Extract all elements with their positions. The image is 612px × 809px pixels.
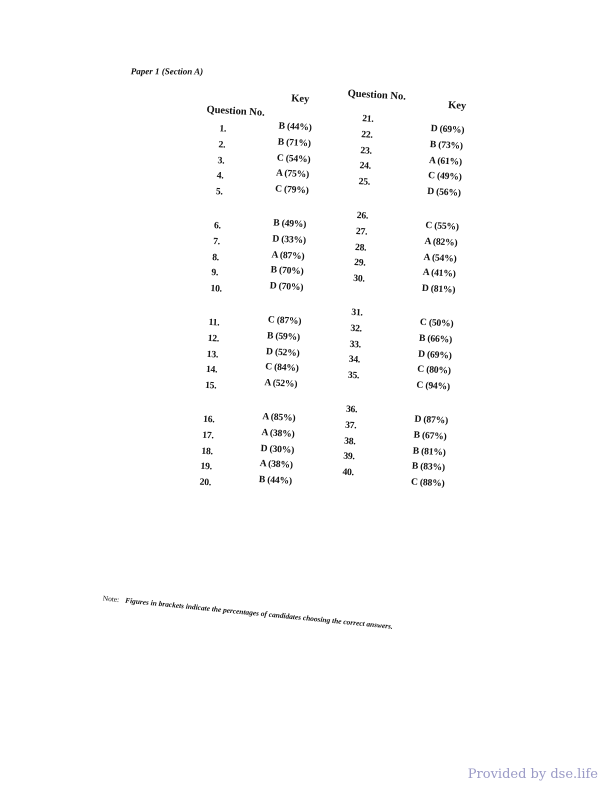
question-number-33: 33. <box>349 338 362 351</box>
answer-key-28: A (54%) <box>423 251 457 265</box>
question-number-31: 31. <box>351 306 364 319</box>
question-number-3: 3. <box>217 154 225 167</box>
answer-key-17: A (38%) <box>261 426 295 440</box>
question-number-8: 8. <box>211 251 220 263</box>
question-number-30: 30. <box>352 273 365 285</box>
paper-title: Paper 1 (Section A) <box>130 66 204 77</box>
answer-key-10: D (70%) <box>269 280 304 294</box>
answer-key-32: B (66%) <box>418 332 453 346</box>
question-number-12: 12. <box>207 332 220 345</box>
answer-key-40: C (88%) <box>410 476 445 490</box>
question-number-7: 7. <box>212 235 221 248</box>
answer-key-19: A (38%) <box>259 458 294 472</box>
question-number-40: 40. <box>342 466 355 479</box>
answer-key-37: B (67%) <box>413 429 447 443</box>
answer-key-18: D (30%) <box>260 442 295 456</box>
footnote-label: Note: <box>102 593 120 605</box>
header-question-no-2: Question No. <box>347 88 407 103</box>
question-number-1: 1. <box>219 123 227 135</box>
header-question-no-1: Question No. <box>206 104 266 119</box>
question-number-13: 13. <box>206 348 219 361</box>
answer-key-7: D (33%) <box>272 233 307 247</box>
source-credit: Provided by dse.life <box>467 767 598 782</box>
answer-key-2: B (71%) <box>277 136 312 150</box>
question-number-15: 15. <box>204 380 217 392</box>
question-number-29: 29. <box>353 257 366 269</box>
question-number-32: 32. <box>350 322 363 335</box>
header-key-1: Key <box>290 93 310 106</box>
question-number-23: 23. <box>360 144 373 157</box>
answer-key-38: B (81%) <box>412 445 447 458</box>
question-number-17: 17. <box>202 429 215 442</box>
answer-key-12: B (59%) <box>266 330 301 343</box>
footnote-text: Figures in brackets indicate the percentages of candidates choosing the correct answers. <box>124 595 394 631</box>
answer-key-13: D (52%) <box>265 345 300 359</box>
answer-key-4: A (75%) <box>275 167 310 181</box>
answer-key-22: B (73%) <box>429 138 464 152</box>
question-number-5: 5. <box>215 186 224 198</box>
answer-key-29: A (41%) <box>422 267 456 281</box>
question-number-6: 6. <box>213 220 222 232</box>
question-number-37: 37. <box>344 419 357 432</box>
question-number-10: 10. <box>210 283 223 295</box>
answer-key-9: B (70%) <box>270 264 304 278</box>
answer-key-30: D (81%) <box>421 282 456 296</box>
question-number-11: 11. <box>208 316 220 329</box>
answer-key-24: C (49%) <box>427 170 462 184</box>
question-number-35: 35. <box>347 369 360 382</box>
question-number-19: 19. <box>200 461 213 473</box>
answer-key-33: D (69%) <box>417 348 452 362</box>
question-number-39: 39. <box>343 451 356 463</box>
question-number-26: 26. <box>356 210 369 222</box>
question-number-4: 4. <box>216 170 224 182</box>
answer-key-25: D (56%) <box>426 186 462 199</box>
answer-key-15: A (52%) <box>264 377 298 391</box>
question-number-27: 27. <box>355 225 368 238</box>
question-number-24: 24. <box>359 160 372 173</box>
question-number-22: 22. <box>361 128 374 141</box>
question-number-14: 14. <box>205 364 218 376</box>
answer-key-31: C (50%) <box>419 316 454 330</box>
answer-key-5: C (79%) <box>274 183 309 197</box>
answer-key-20: B (44%) <box>258 474 293 488</box>
answer-key-39: B (83%) <box>411 460 446 474</box>
question-number-36: 36. <box>345 403 358 416</box>
question-number-25: 25. <box>358 176 371 188</box>
question-number-16: 16. <box>202 413 215 426</box>
answer-key-14: C (84%) <box>264 361 299 375</box>
question-number-20: 20. <box>199 476 212 489</box>
answer-key-1: B (44%) <box>278 120 312 134</box>
answer-key-34: C (80%) <box>416 364 452 377</box>
answer-key-3: C (54%) <box>276 152 311 165</box>
header-key-2: Key <box>447 99 467 112</box>
question-number-21: 21. <box>361 113 374 125</box>
question-number-18: 18. <box>201 445 214 457</box>
answer-key-23: A (61%) <box>428 154 463 168</box>
answer-key-11: C (87%) <box>267 314 302 328</box>
answer-key-26: C (55%) <box>425 219 460 233</box>
answer-key-8: A (87%) <box>271 248 305 262</box>
question-number-9: 9. <box>211 267 219 279</box>
answer-key-16: A (85%) <box>262 411 296 424</box>
answer-key-36: D (87%) <box>414 413 449 427</box>
answer-key-27: A (82%) <box>424 235 458 249</box>
question-number-28: 28. <box>354 241 367 254</box>
question-number-38: 38. <box>343 435 356 447</box>
answer-key-6: B (49%) <box>272 217 307 231</box>
answer-key-35: C (94%) <box>416 379 451 393</box>
question-number-34: 34. <box>348 354 361 366</box>
question-number-2: 2. <box>218 139 226 151</box>
answer-key-21: D (69%) <box>430 123 465 136</box>
